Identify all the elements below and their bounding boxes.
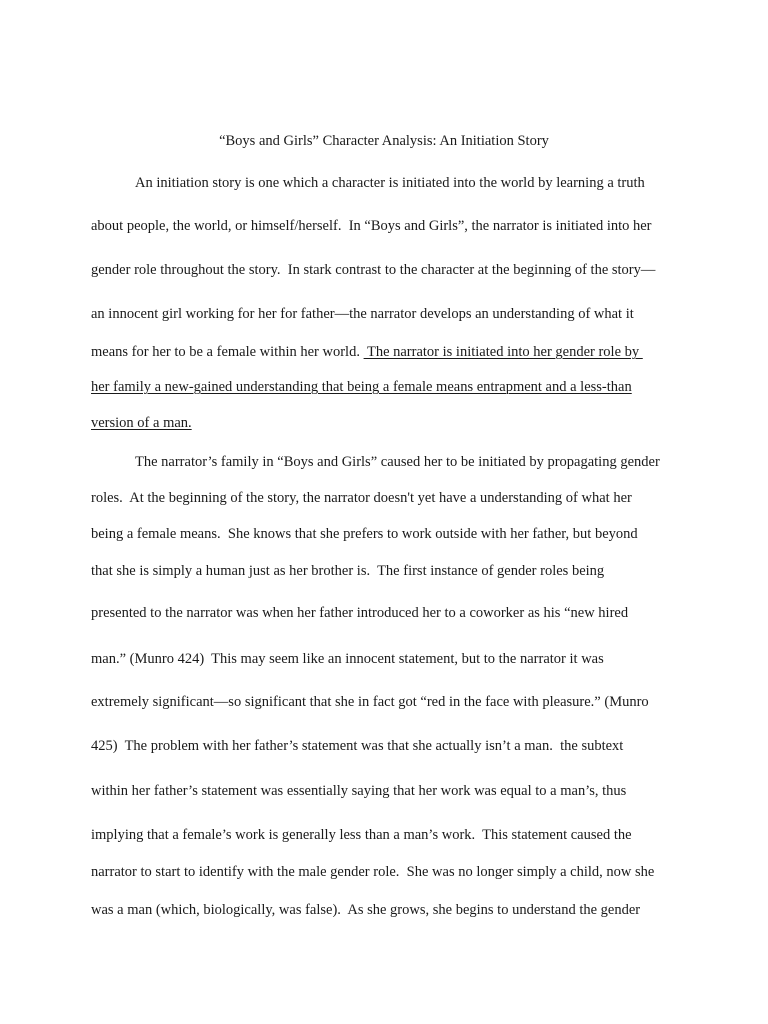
thesis-line: version of a man. [91,415,192,431]
paragraph-line: extremely significant—so significant that she in fact got “red in the face with pleasure.” (Munro [91,694,649,710]
paragraph-line: that she is simply a human just as her brother is. The first instance of gender roles being [91,563,605,579]
thesis-text: The narrator is initiated into her gender role by [363,344,643,360]
paragraph-line: an innocent girl working for her for father—the narrator develops an understanding of what it [91,306,634,322]
paragraph-line: being a female means. She knows that she prefers to work outside with her father, but beyond [91,526,638,542]
document-title: “Boys and Girls” Character Analysis: An Initiation Story [219,133,549,149]
paragraph-line [91,342,643,362]
paragraph-line: man.” (Munro 424) This may seem like an innocent statement, but to the narrator it was [91,651,604,667]
paragraph-line: implying that a female’s work is generally less than a man’s work. This statement caused the [91,827,632,843]
paragraph-line: was a man (which, biologically, was false). As she grows, she begins to understand the gender [91,902,641,918]
paragraph-line: presented to the narrator was when her father introduced her to a coworker as his “new hired [91,605,629,621]
paragraph-text: means for her to be a female within her world. [91,344,364,360]
paragraph-line: within her father’s statement was essentially saying that her work was equal to a man’s, thus [91,783,627,799]
paragraph-line: gender role throughout the story. In stark contrast to the character at the beginning of the story— [91,262,656,278]
paragraph-line: narrator to start to identify with the male gender role. She was no longer simply a child, now she [91,864,655,880]
paragraph-line: roles. At the beginning of the story, the narrator doesn't yet have a understanding of what her [91,490,632,506]
paragraph-line: An initiation story is one which a character is initiated into the world by learning a truth [135,175,645,191]
thesis-line: her family a new-gained understanding that being a female means entrapment and a less-than [91,379,632,395]
paragraph-line: The narrator’s family in “Boys and Girls” caused her to be initiated by propagating gender [135,454,660,470]
paragraph-line: about people, the world, or himself/herself. In “Boys and Girls”, the narrator is initiated into her [91,218,652,234]
paragraph-line: 425) The problem with her father’s statement was that she actually isn’t a man. the subtext [91,738,624,754]
